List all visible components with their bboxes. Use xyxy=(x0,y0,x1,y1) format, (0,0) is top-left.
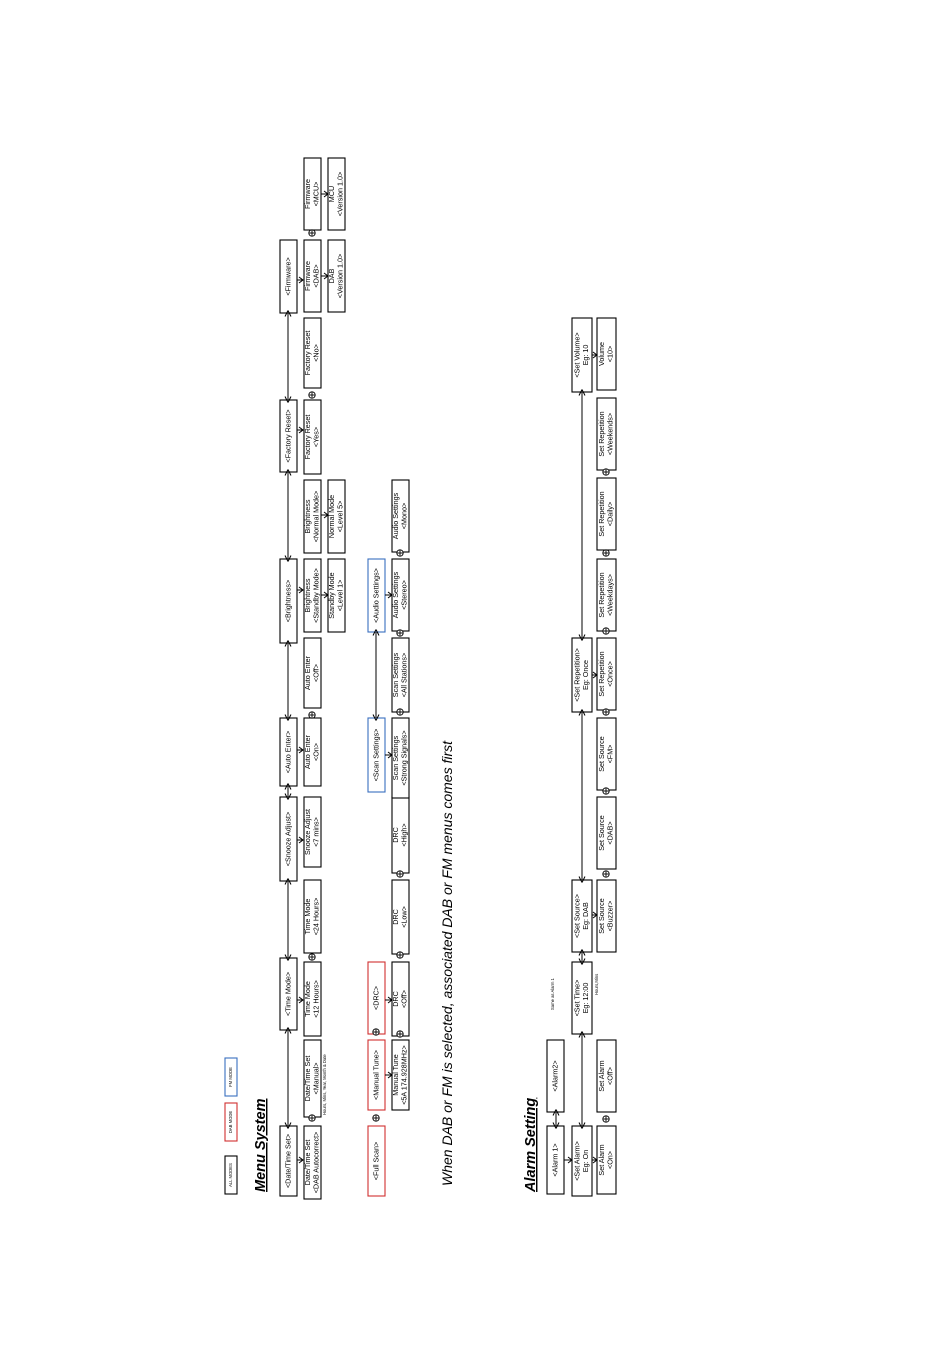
alarm-option-6-label-1: Set Repetition xyxy=(597,651,607,697)
menu-option-7-label-2: <Off> xyxy=(311,664,321,682)
menu-option-11 xyxy=(303,318,321,388)
menu-option-12-label-2: <DAB> xyxy=(311,264,321,288)
manual-note: Hours, Mins, Year, Month & Date xyxy=(322,1054,327,1115)
legend-fm-mode xyxy=(225,1058,237,1096)
alarm-option-7-label-1: Set Repetition xyxy=(597,572,607,618)
alarm-option-8 xyxy=(597,478,616,550)
mode-menu-item-4-label-1: <Scan Settings> xyxy=(371,728,381,782)
mode-option-5-label-1: Scan Settings xyxy=(391,735,401,781)
mode-option-1 xyxy=(391,1040,409,1110)
menu-sub-option-3-label-2: <Version 1.0> xyxy=(335,253,345,299)
legend-fm-mode-label-1: FM MODE xyxy=(228,1067,234,1087)
alarm-option-3-label-1: Set Source xyxy=(597,898,607,934)
mode-menu-note: When DAB or FM is selected, associated DAB or FM menus comes first xyxy=(439,740,455,1186)
mode-option-8-label-1: Audio Settings xyxy=(391,492,401,540)
menu-sub-option-4-label-2: <Version 1.0> xyxy=(335,171,345,217)
mode-menu-item-3 xyxy=(368,962,385,1034)
menu-sub-option-3 xyxy=(327,240,345,312)
menu-option-4 xyxy=(303,880,321,953)
alarm-option-5-label-1: Set Source xyxy=(597,736,607,772)
mode-menu-item-2 xyxy=(368,1040,385,1110)
alarm-setting-1-label-2: Eg: On xyxy=(581,1149,591,1173)
mode-option-4-label-1: DRC xyxy=(391,827,401,843)
top-menu-item-4 xyxy=(280,718,297,786)
alarm-2-box xyxy=(547,1040,564,1112)
menu-option-3 xyxy=(303,962,321,1036)
top-menu-item-2 xyxy=(280,958,297,1030)
legend-all-modes-label-1: ALL MODES xyxy=(228,1163,234,1187)
menu-sub-option-1-label-1: Standby Mode xyxy=(327,572,337,619)
top-menu-item-6 xyxy=(280,400,297,472)
toggle-icon xyxy=(309,954,315,960)
toggle-icon xyxy=(603,550,609,556)
alarm-option-7-label-2: <Weekdays> xyxy=(605,574,615,616)
alarm-option-4-label-2: <DAB> xyxy=(605,821,615,845)
toggle-icon xyxy=(309,230,315,236)
alarm-setting-3-label-1: <Set Source> xyxy=(572,894,582,938)
menu-option-4-label-1: Time Mode xyxy=(303,898,313,935)
mode-menu-item-2-label-1: <Manual Tune> xyxy=(371,1050,381,1100)
top-menu-item-2-label-1: <Time Mode> xyxy=(283,971,293,1017)
mode-option-3-label-1: DRC xyxy=(391,909,401,925)
menu-option-5 xyxy=(303,797,321,867)
alarm-2-box-label-1: <Alarm2> xyxy=(550,1060,560,1092)
mode-menu-item-5 xyxy=(368,559,385,632)
mode-option-7-label-1: Audio Settings xyxy=(391,571,401,619)
mode-option-1-label-2: <5A 174.928MHz> xyxy=(399,1045,409,1105)
mode-option-2-label-1: DRC xyxy=(391,991,401,1007)
menu-option-7 xyxy=(303,638,321,708)
toggle-icon xyxy=(603,469,609,475)
menu-option-13 xyxy=(303,158,321,230)
menu-option-11-label-1: Factory Reset xyxy=(303,330,313,376)
menu-option-12 xyxy=(303,240,321,312)
alarm-setting-4-label-1: <Set Repetition> xyxy=(572,648,582,702)
mode-option-5-label-2: <Strong Signals> xyxy=(399,730,409,786)
alarm-option-9-label-1: Set Repetition xyxy=(597,411,607,457)
menu-sub-option-2 xyxy=(327,480,345,553)
toggle-icon xyxy=(397,871,403,877)
menu-option-1 xyxy=(303,1126,321,1199)
alarm-option-8-label-1: Set Repetition xyxy=(597,491,607,537)
menu-option-7-label-1: Auto Enter xyxy=(303,656,313,690)
toggle-icon xyxy=(397,709,403,715)
toggle-icon xyxy=(397,952,403,958)
menu-option-1-label-2: <DAB Autocorrect> xyxy=(311,1131,321,1194)
alarm-1-box xyxy=(547,1126,564,1194)
mode-option-1-label-1: Manual Tune xyxy=(391,1054,401,1096)
top-menu-item-3-label-1: <Snooze Adjust> xyxy=(283,811,293,867)
menu-sub-option-4-label-1: MCU xyxy=(327,185,337,203)
menu-system-title: Menu System xyxy=(253,1098,269,1192)
alarm-option-5-label-2: <FM> xyxy=(605,744,615,764)
alarm-option-3 xyxy=(597,880,616,952)
alarm-setting-1-label-1: <Set Alarm> xyxy=(572,1141,582,1181)
alarm-setting-5-label-1: <Set Volume> xyxy=(572,332,582,378)
set-time-note: Hours,Mins xyxy=(594,973,599,995)
mode-menu-item-4 xyxy=(368,718,385,792)
menu-option-2 xyxy=(303,1040,321,1117)
alarm-option-9 xyxy=(597,398,616,470)
top-menu-item-1 xyxy=(280,1126,297,1196)
toggle-icon xyxy=(373,1115,379,1121)
legend-dab-mode xyxy=(225,1103,237,1141)
menu-sub-option-3-label-1: DAB xyxy=(327,268,337,284)
legend-dab-mode-label-1: DAB MODE xyxy=(228,1110,234,1134)
alarm-option-6 xyxy=(597,638,616,710)
top-menu-item-1-label-1: <Date/Time Set> xyxy=(283,1133,293,1189)
menu-option-9-label-2: <Normal Mode> xyxy=(311,490,321,543)
alarm-option-2-label-2: <Off> xyxy=(605,1067,615,1085)
mode-menu-item-1 xyxy=(368,1126,385,1196)
alarm-setting-2-label-2: Eg: 12:00 xyxy=(581,982,591,1014)
menu-option-12-label-1: Firmware xyxy=(303,261,313,291)
alarm-option-7 xyxy=(597,559,616,631)
toggle-icon xyxy=(309,1115,315,1121)
top-menu-item-3 xyxy=(280,797,297,881)
menu-option-11-label-2: <No> xyxy=(311,344,321,362)
menu-option-6-label-1: Auto Enter xyxy=(303,735,313,769)
alarm-setting-3-label-2: Eg: DAB xyxy=(581,902,591,930)
alarm-option-5 xyxy=(597,718,616,790)
menu-option-8 xyxy=(303,559,321,632)
menu-option-13-label-2: <MCU> xyxy=(311,181,321,207)
toggle-icon xyxy=(309,712,315,718)
alarm-setting-5-label-2: Eg: 10 xyxy=(581,344,591,366)
menu-option-13-label-1: Firmware xyxy=(303,179,313,209)
menu-option-10-label-2: <Yes> xyxy=(311,426,321,448)
toggle-icon xyxy=(397,1031,403,1037)
mode-option-3-label-2: <Low> xyxy=(399,906,409,928)
toggle-icon xyxy=(397,630,403,636)
alarm-setting-2-label-1: <Set Time> xyxy=(572,979,582,1017)
mode-menu-item-3-label-1: <DRC> xyxy=(371,986,381,1010)
toggle-icon xyxy=(309,392,315,398)
alarm-setting-3 xyxy=(572,880,592,952)
alarm-option-6-label-2: <Once> xyxy=(605,661,615,687)
alarm-setting-title: Alarm Setting xyxy=(523,1097,539,1192)
menu-option-5-label-2: <7 mins> xyxy=(311,817,321,847)
menu-sub-option-2-label-1: Normal Mode xyxy=(327,494,337,539)
menu-option-3-label-2: <12 Hours> xyxy=(311,980,321,1018)
menu-sub-option-1-label-2: <Level 1> xyxy=(335,579,345,612)
alarm-option-10-label-1: Volume xyxy=(597,342,607,366)
menu-option-3-label-1: Time Mode xyxy=(303,981,313,1017)
menu-option-10 xyxy=(303,400,321,474)
legend-all-modes xyxy=(225,1156,237,1194)
menu-option-2-label-1: Date/Time Set xyxy=(303,1055,313,1102)
alarm-option-4-label-1: Set Source xyxy=(597,815,607,851)
alarm-option-2-label-1: Set Alarm xyxy=(597,1060,607,1092)
mode-option-8 xyxy=(391,480,409,552)
menu-option-5-label-1: Snooze Adjust xyxy=(303,809,313,855)
alarm-option-4 xyxy=(597,797,616,869)
menu-option-6 xyxy=(303,718,321,786)
menu-option-4-label-2: <24 Hours> xyxy=(311,897,321,936)
alarm-option-1-label-1: Set Alarm xyxy=(597,1144,607,1176)
toggle-icon xyxy=(397,550,403,556)
alarm-option-10 xyxy=(597,318,616,390)
toggle-icon xyxy=(603,788,609,794)
alarm-setting-2 xyxy=(572,962,592,1034)
menu-sub-option-4 xyxy=(327,158,345,230)
mode-option-7-label-2: <Stereo> xyxy=(399,580,409,610)
menu-option-8-label-1: Brightness xyxy=(303,578,313,613)
alarm-setting-5 xyxy=(572,318,592,392)
menu-option-1-label-1: Date/Time Set xyxy=(303,1139,313,1186)
menu-sub-option-2-label-2: <Level 5> xyxy=(335,500,345,533)
top-menu-item-5-label-1: <Brightness> xyxy=(283,579,293,623)
alarm-option-10-label-2: <10> xyxy=(605,345,615,363)
toggle-icon xyxy=(603,709,609,715)
mode-option-6-label-1: Scan Settings xyxy=(391,652,401,698)
menu-option-6-label-2: <On> xyxy=(311,743,321,761)
alarm-option-3-label-2: <Buzzer> xyxy=(605,900,615,932)
menu-option-9 xyxy=(303,480,321,553)
mode-option-2 xyxy=(391,962,409,1036)
menu-option-2-label-2: <Manual> xyxy=(311,1062,321,1095)
alarm-option-8-label-2: <Daily> xyxy=(605,501,615,527)
top-menu-item-6-label-1: <Factory Reset> xyxy=(283,409,293,463)
top-menu-item-5 xyxy=(280,559,297,643)
alarm-option-1-label-2: <On> xyxy=(605,1151,615,1169)
mode-option-7 xyxy=(391,559,409,631)
menu-option-9-label-1: Brightness xyxy=(303,499,313,534)
toggle-icon xyxy=(603,871,609,877)
toggle-icon xyxy=(603,628,609,634)
toggle-icon xyxy=(603,1116,609,1122)
alarm-2-note: Same as Alarm 1 xyxy=(550,978,555,1010)
alarm-setting-4 xyxy=(572,638,592,712)
mode-option-5 xyxy=(391,718,409,798)
menu-option-8-label-2: <Standby Mode> xyxy=(311,568,321,623)
alarm-option-1 xyxy=(597,1126,616,1194)
mode-option-4-label-2: <High> xyxy=(399,823,409,847)
alarm-setting-1 xyxy=(572,1126,592,1196)
alarm-option-2 xyxy=(597,1040,616,1112)
mode-option-8-label-2: <Mono> xyxy=(399,502,409,530)
toggle-icon xyxy=(373,1029,379,1035)
alarm-option-9-label-2: <Weekends> xyxy=(605,412,615,456)
top-menu-item-4-label-1: <Auto Enter> xyxy=(283,730,293,774)
mode-option-6-label-2: <All Stations> xyxy=(399,652,409,698)
top-menu-item-7-label-1: <Firmware> xyxy=(283,257,293,296)
mode-option-2-label-2: <Off> xyxy=(399,990,409,1008)
alarm-setting-4-label-2: Eg: Once xyxy=(581,660,591,690)
mode-menu-item-1-label-1: <Full Scan> xyxy=(371,1141,381,1181)
mode-option-4 xyxy=(391,797,409,873)
mode-option-3 xyxy=(391,880,409,954)
mode-menu-item-5-label-1: <Audio Settings> xyxy=(371,568,381,623)
top-menu-item-7 xyxy=(280,240,297,313)
menu-option-10-label-1: Factory Reset xyxy=(303,414,313,460)
alarm-1-box-label-1: <Alarm 1> xyxy=(550,1143,560,1177)
menu-sub-option-1 xyxy=(327,559,345,632)
mode-option-6 xyxy=(391,638,409,712)
